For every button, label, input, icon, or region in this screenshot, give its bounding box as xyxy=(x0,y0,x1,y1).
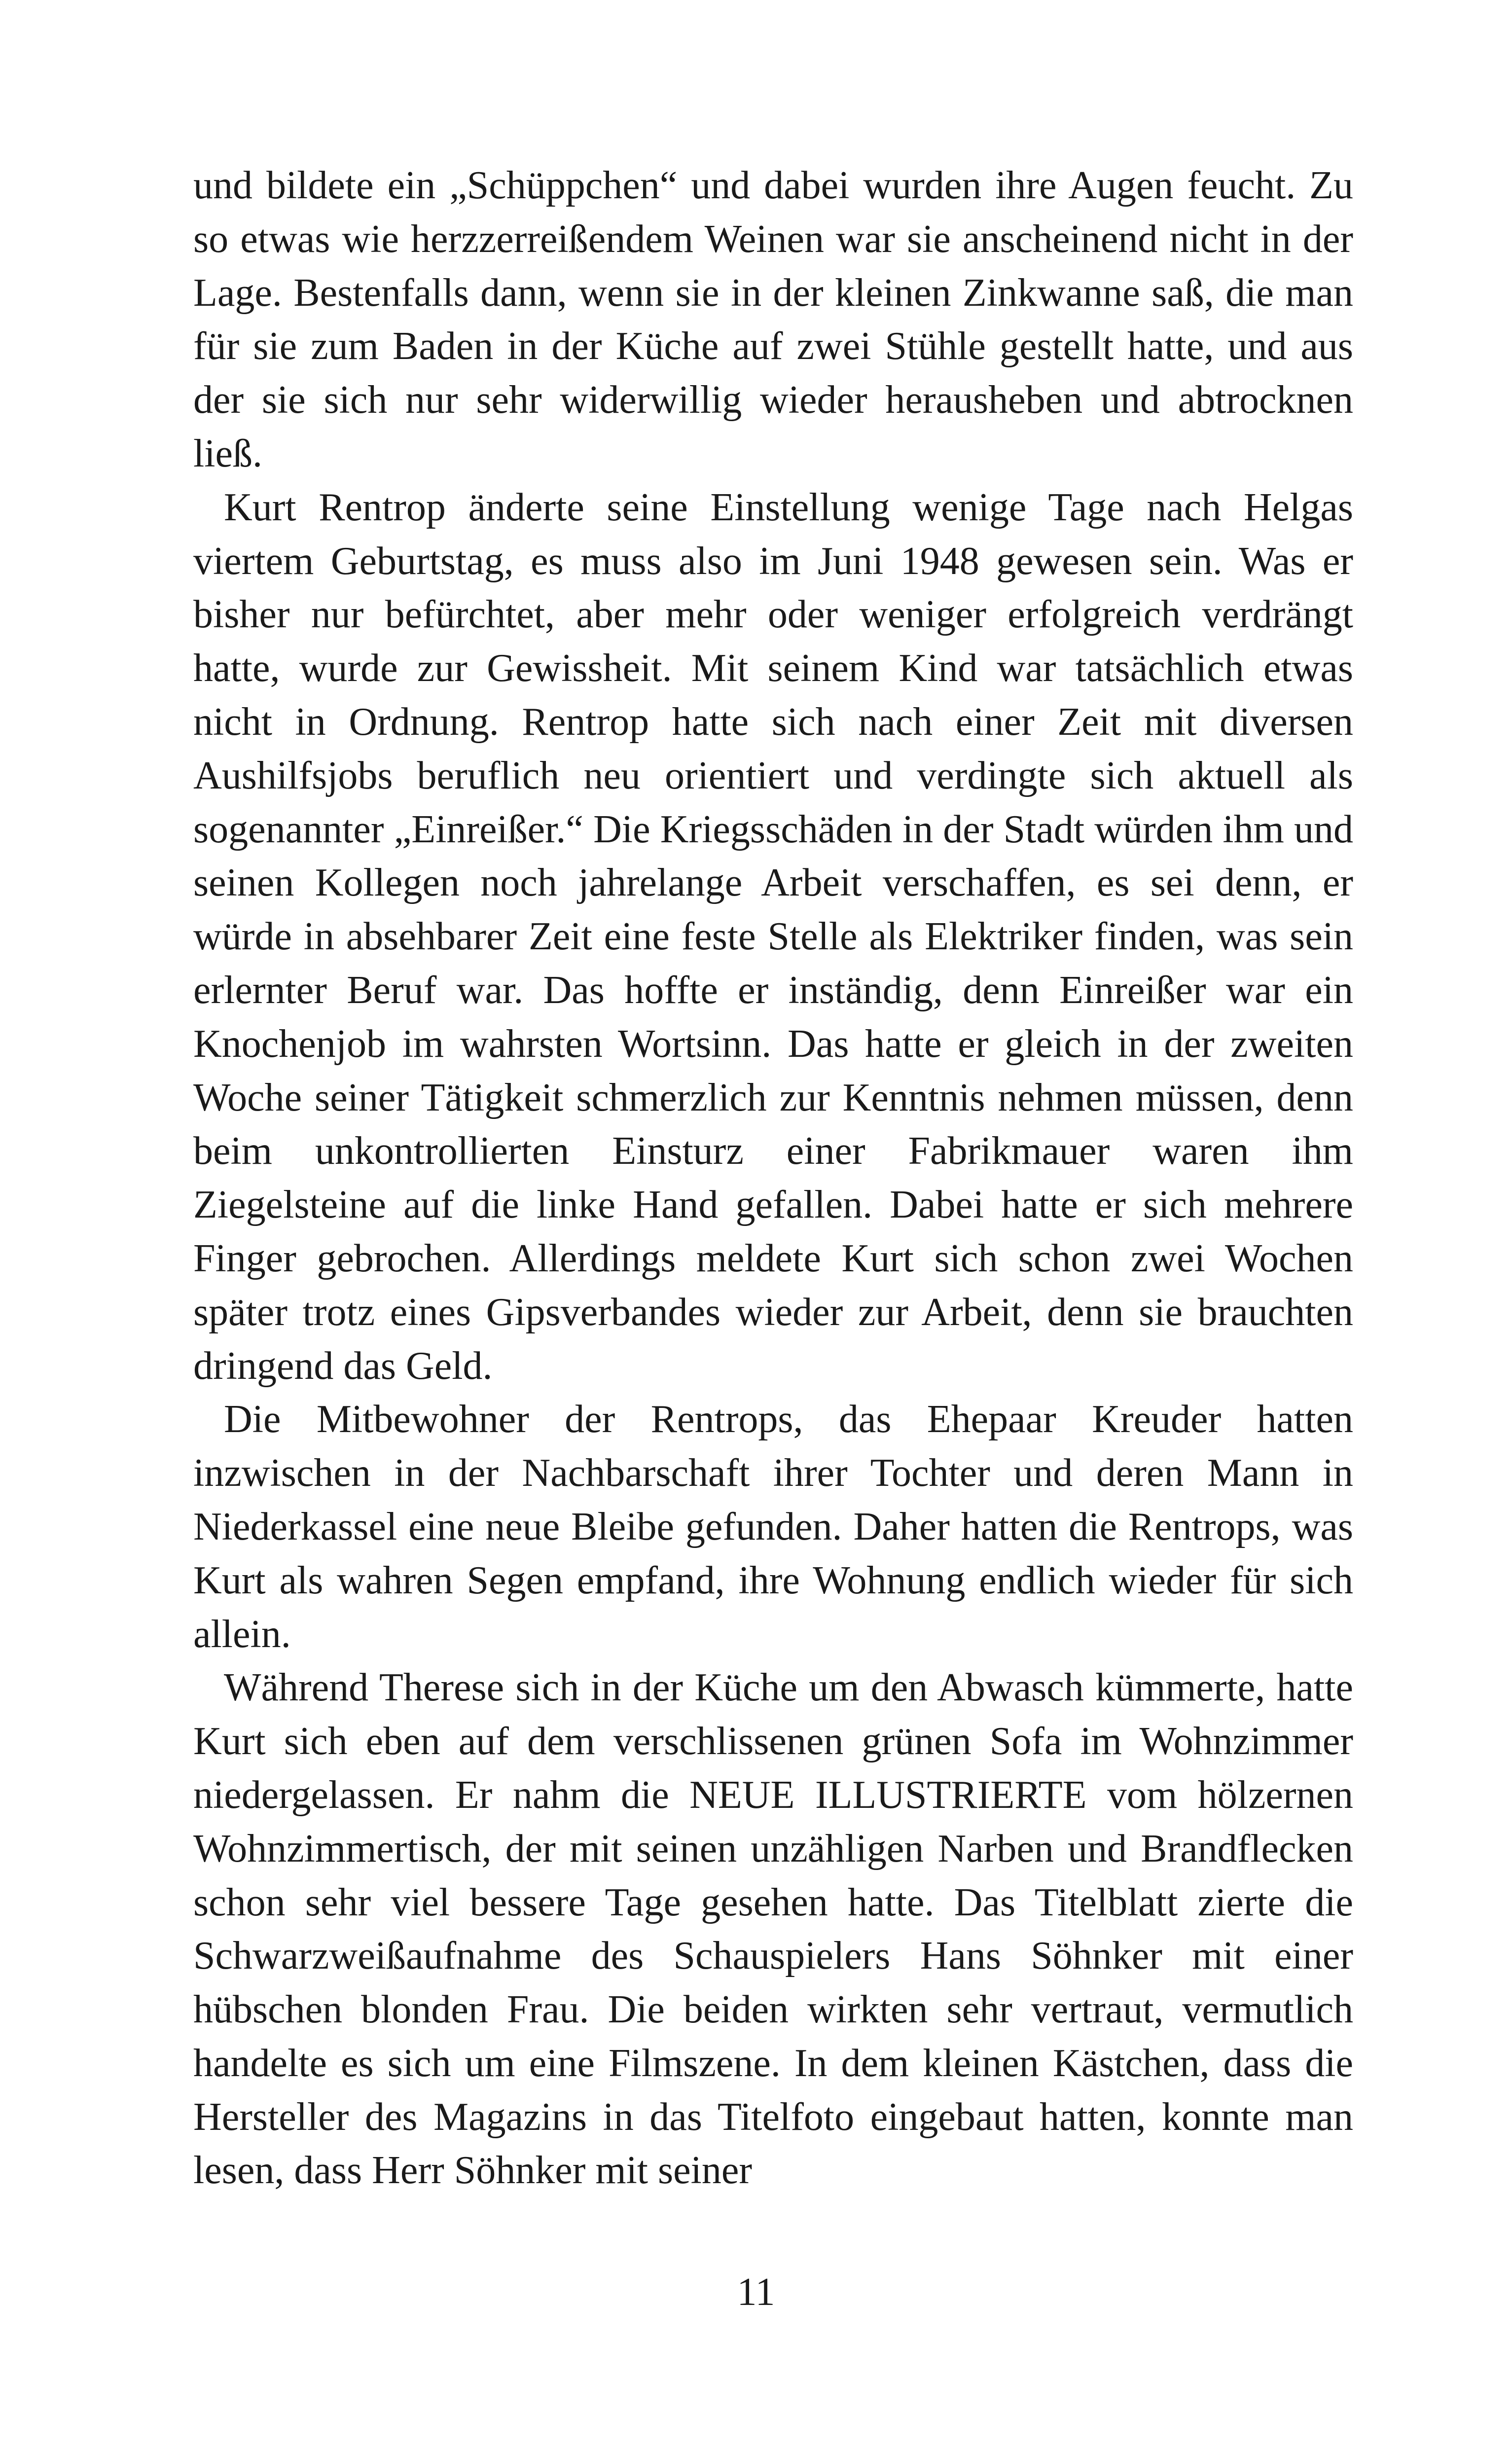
body-text xyxy=(193,159,1353,2197)
paragraph-kurt-rentrop: Kurt Rentrop änderte seine Einstellung wenige Tage nach Helgas viertem Geburtstag, es muss also im Juni 1948 gewesen sein. Was er bisher nur befürchtet, aber mehr oder weniger erfolgreich verdrängt hatte, wurde zur Gewissheit. Mit seinem Kind war tatsächlich etwas nicht in Ordnung. Rentrop hatte sich nach einer Zeit mit diversen Aushilfsjobs beruflich neu orientiert und verdingte sich aktuell als sogenannter „Einreißer.“ Die Kriegsschäden in der Stadt würden ihm und seinen Kollegen noch jahrelange Arbeit verschaffen, es sei denn, er würde in absehbarer Zeit eine feste Stelle als Elektriker finden, was sein erlernter Beruf war. Das hoffte er inständig, denn Einreißer war ein Knochenjob im wahrsten Wortsinn. Das hatte er gleich in der zweiten Woche seiner Tätigkeit schmerzlich zur Kenntnis nehmen müssen, denn beim unkontrollierten Einsturz einer Fabrikmauer waren ihm Ziegelsteine auf die linke Hand gefallen. Dabei hatte er sich mehrere Finger gebrochen. Allerdings meldete Kurt sich schon zwei Wochen später trotz eines Gipsverbandes wieder zur Arbeit, denn sie brauchten dringend das Geld. xyxy=(193,485,1353,1388)
page-number: 11 xyxy=(737,2270,775,2314)
paragraph-continuation: und bildete ein „Schüppchen“ und dabei wurden ihre Augen feucht. Zu so etwas wie herzzerreißendem Weinen war sie anscheinend nicht in der Lage. Bestenfalls dann, wenn sie in der kleinen Zinkwanne saß, die man für sie zum Baden in der Küche auf zwei Stühle gestellt hatte, und aus der sie sich nur sehr widerwillig wieder herausheben und abtrocknen ließ. xyxy=(193,164,1353,475)
paragraph-therese-abwasch: Während Therese sich in der Küche um den Abwasch kümmerte, hatte Kurt sich eben auf dem verschlissenen grünen Sofa im Wohnzimmer niedergelassen. Er nahm die NEUE ILLUSTRIERTE vom hölzernen Wohnzimmertisch, der mit seinen unzähligen Narben und Brandflecken schon sehr viel bessere Tage gesehen hatte. Das Titelblatt zierte die Schwarzweißaufnahme des Schauspielers Hans Söhnker mit einer hübschen blonden Frau. Die beiden wirkten sehr vertraut, vermutlich handelte es sich um eine Filmszene. In dem kleinen Kästchen, dass die Hersteller des Magazins in das Titelfoto eingebaut hatten, konnte man lesen, dass Herr Söhnker mit seiner xyxy=(193,1666,1353,2193)
paragraph-mitbewohner: Die Mitbewohner der Rentrops, das Ehepaar Kreuder hatten inzwischen in der Nachbarschaft ihrer Tochter und deren Mann in Niederkassel eine neue Bleibe gefunden. Daher hatten die Rentrops, was Kurt als wahren Segen empfand, ihre Wohnung endlich wieder für sich allein. xyxy=(193,1398,1353,1656)
